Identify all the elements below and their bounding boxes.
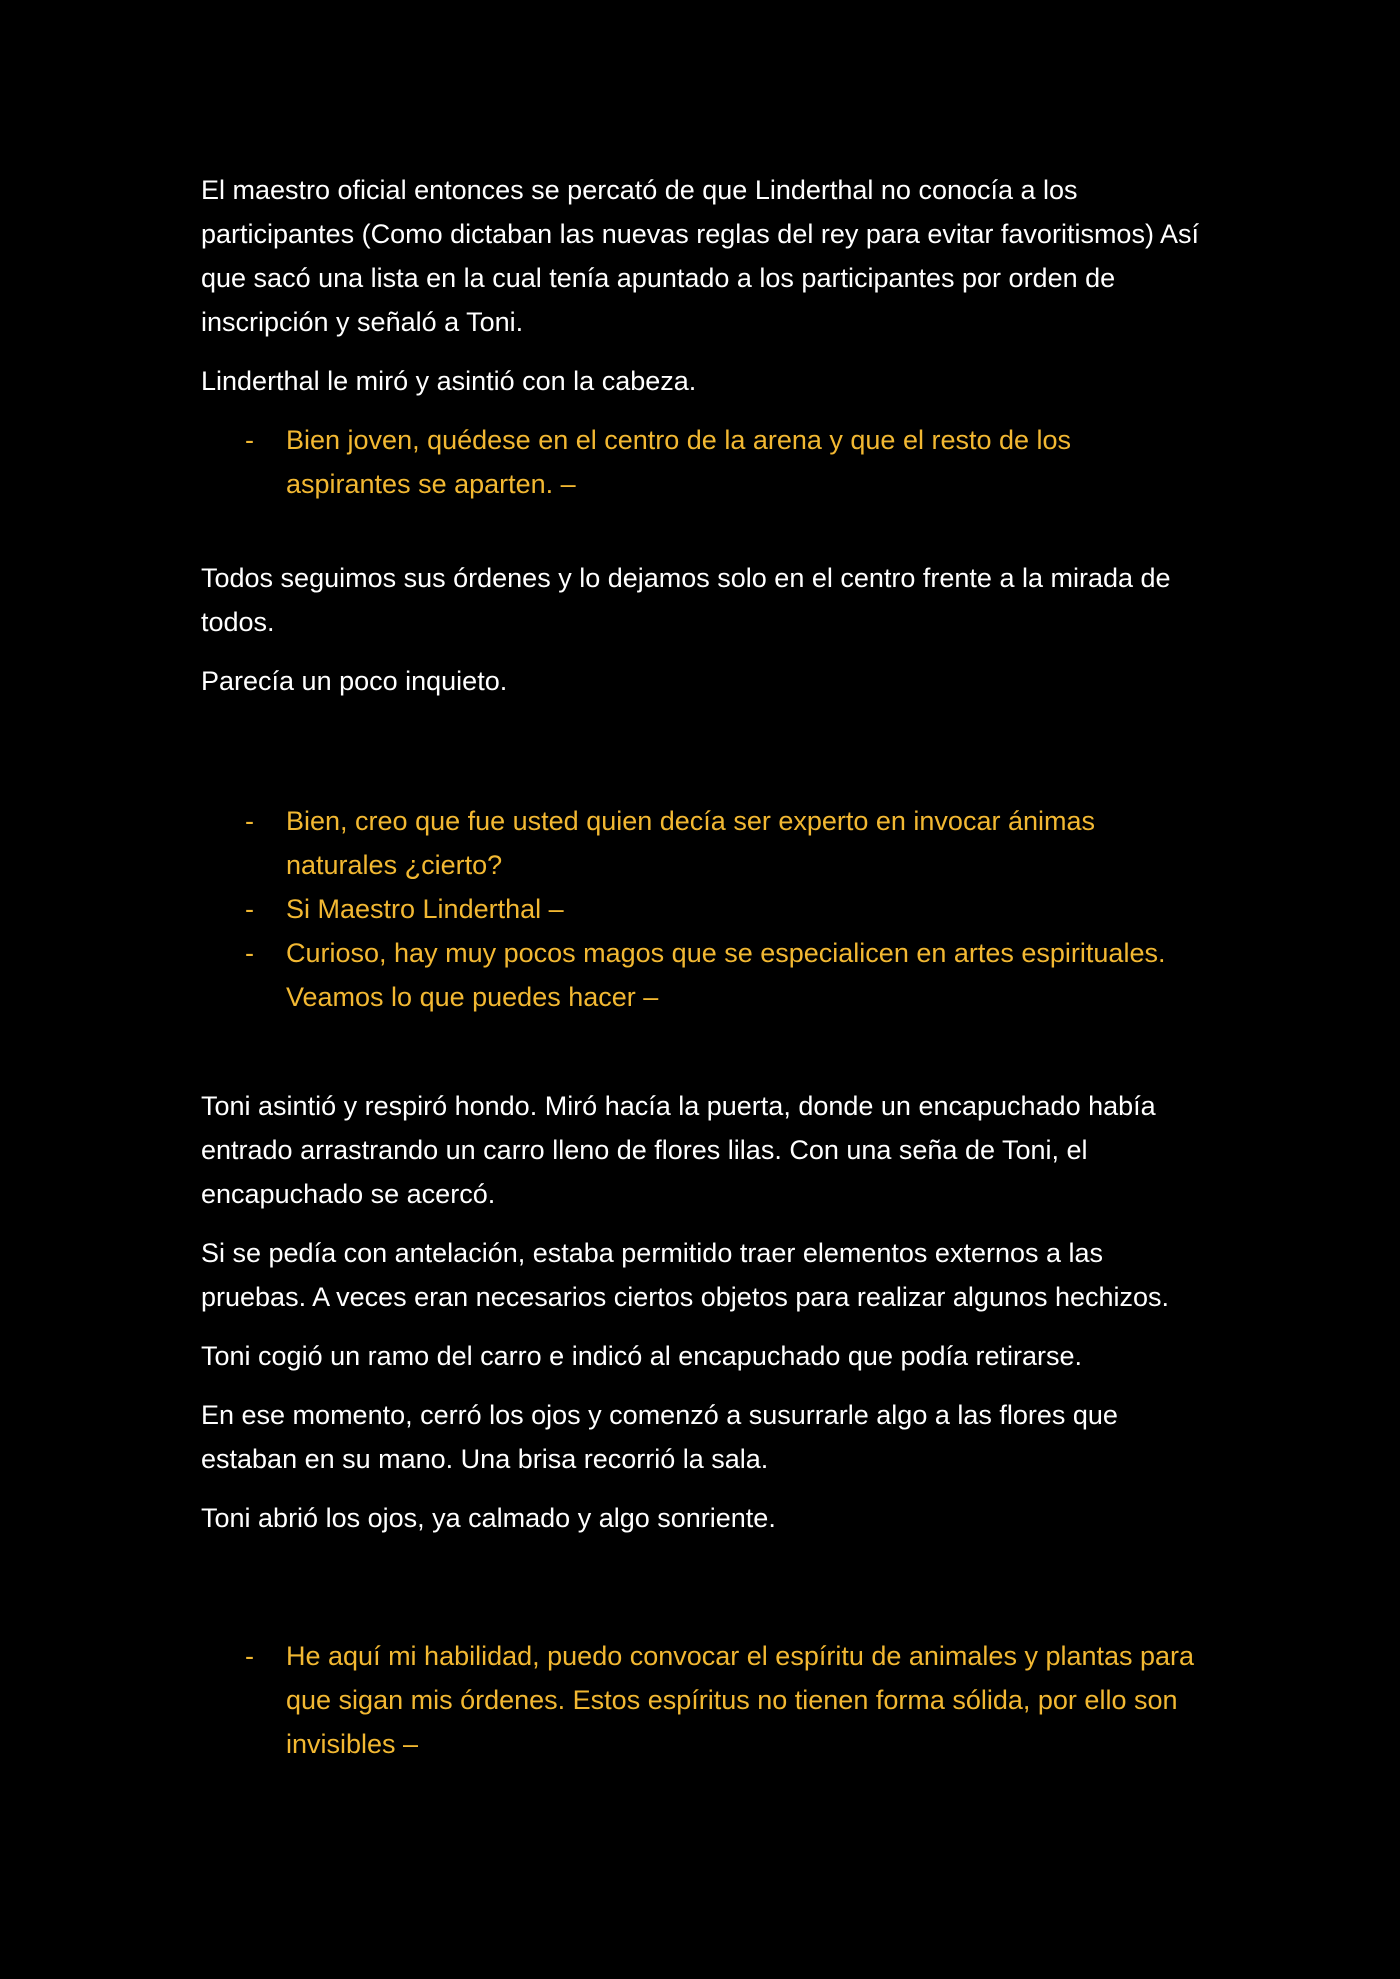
dialogue-line xyxy=(201,1634,1201,1766)
dialogue-line xyxy=(201,931,1201,1019)
narration-paragraph: Toni abrió los ojos, ya calmado y algo sonriente. xyxy=(201,1503,776,1533)
narration-paragraph: Toni cogió un ramo del carro e indicó al encapuchado que podía retirarse. xyxy=(201,1341,1083,1371)
dialogue-dash: - xyxy=(245,894,254,924)
dialogue-dash: - xyxy=(245,425,254,455)
narration-paragraph: En ese momento, cerró los ojos y comenzó a susurrarle algo a las flores que estaban en su mano. Una brisa recorrió la sala. xyxy=(201,1400,1118,1474)
blank-line xyxy=(201,506,1201,556)
dialogue-line xyxy=(201,887,1201,931)
narration-paragraph: Todos seguimos sus órdenes y lo dejamos solo en el centro frente a la mirada de todos. xyxy=(201,563,1171,637)
dialogue-line xyxy=(201,799,1201,887)
blank-line xyxy=(201,718,1201,799)
dialogue-text: Bien, creo que fue usted quien decía ser experto en invocar ánimas naturales ¿cierto? xyxy=(286,806,1095,880)
dialogue-dash: - xyxy=(245,806,254,836)
dialogue-text: Si Maestro Linderthal – xyxy=(286,894,564,924)
blank-line xyxy=(201,1019,1201,1084)
dialogue-dash: - xyxy=(245,1641,254,1671)
narration-paragraph: Parecía un poco inquieto. xyxy=(201,666,508,696)
dialogue-line xyxy=(201,418,1201,506)
narration-paragraph: El maestro oficial entonces se percató de que Linderthal no conocía a los participantes (Como dictaban las nuevas reglas del rey para evitar favoritismos) Así que sacó una lista en la cual tenía apuntado a los participantes por orden de inscripción y señaló a Toni. xyxy=(201,175,1199,337)
blank-line xyxy=(201,1555,1201,1634)
narration-paragraph: Toni asintió y respiró hondo. Miró hacía la puerta, donde un encapuchado había entrado arrastrando un carro lleno de flores lilas. Con una seña de Toni, el encapuchado se acercó. xyxy=(201,1091,1156,1209)
narration-paragraph: Linderthal le miró y asintió con la cabeza. xyxy=(201,366,697,396)
document-page xyxy=(201,168,1201,1766)
dialogue-text: Bien joven, quédese en el centro de la arena y que el resto de los aspirantes se aparten. – xyxy=(286,425,1072,499)
narration-paragraph: Si se pedía con antelación, estaba permitido traer elementos externos a las pruebas. A veces eran necesarios ciertos objetos para realizar algunos hechizos. xyxy=(201,1238,1170,1312)
dialogue-dash: - xyxy=(245,938,254,968)
dialogue-text: Curioso, hay muy pocos magos que se especialicen en artes espirituales. Veamos lo que puedes hacer – xyxy=(286,938,1166,1012)
dialogue-text: He aquí mi habilidad, puedo convocar el espíritu de animales y plantas para que sigan mis órdenes. Estos espíritus no tienen forma sólida, por ello son invisibles – xyxy=(286,1641,1195,1759)
